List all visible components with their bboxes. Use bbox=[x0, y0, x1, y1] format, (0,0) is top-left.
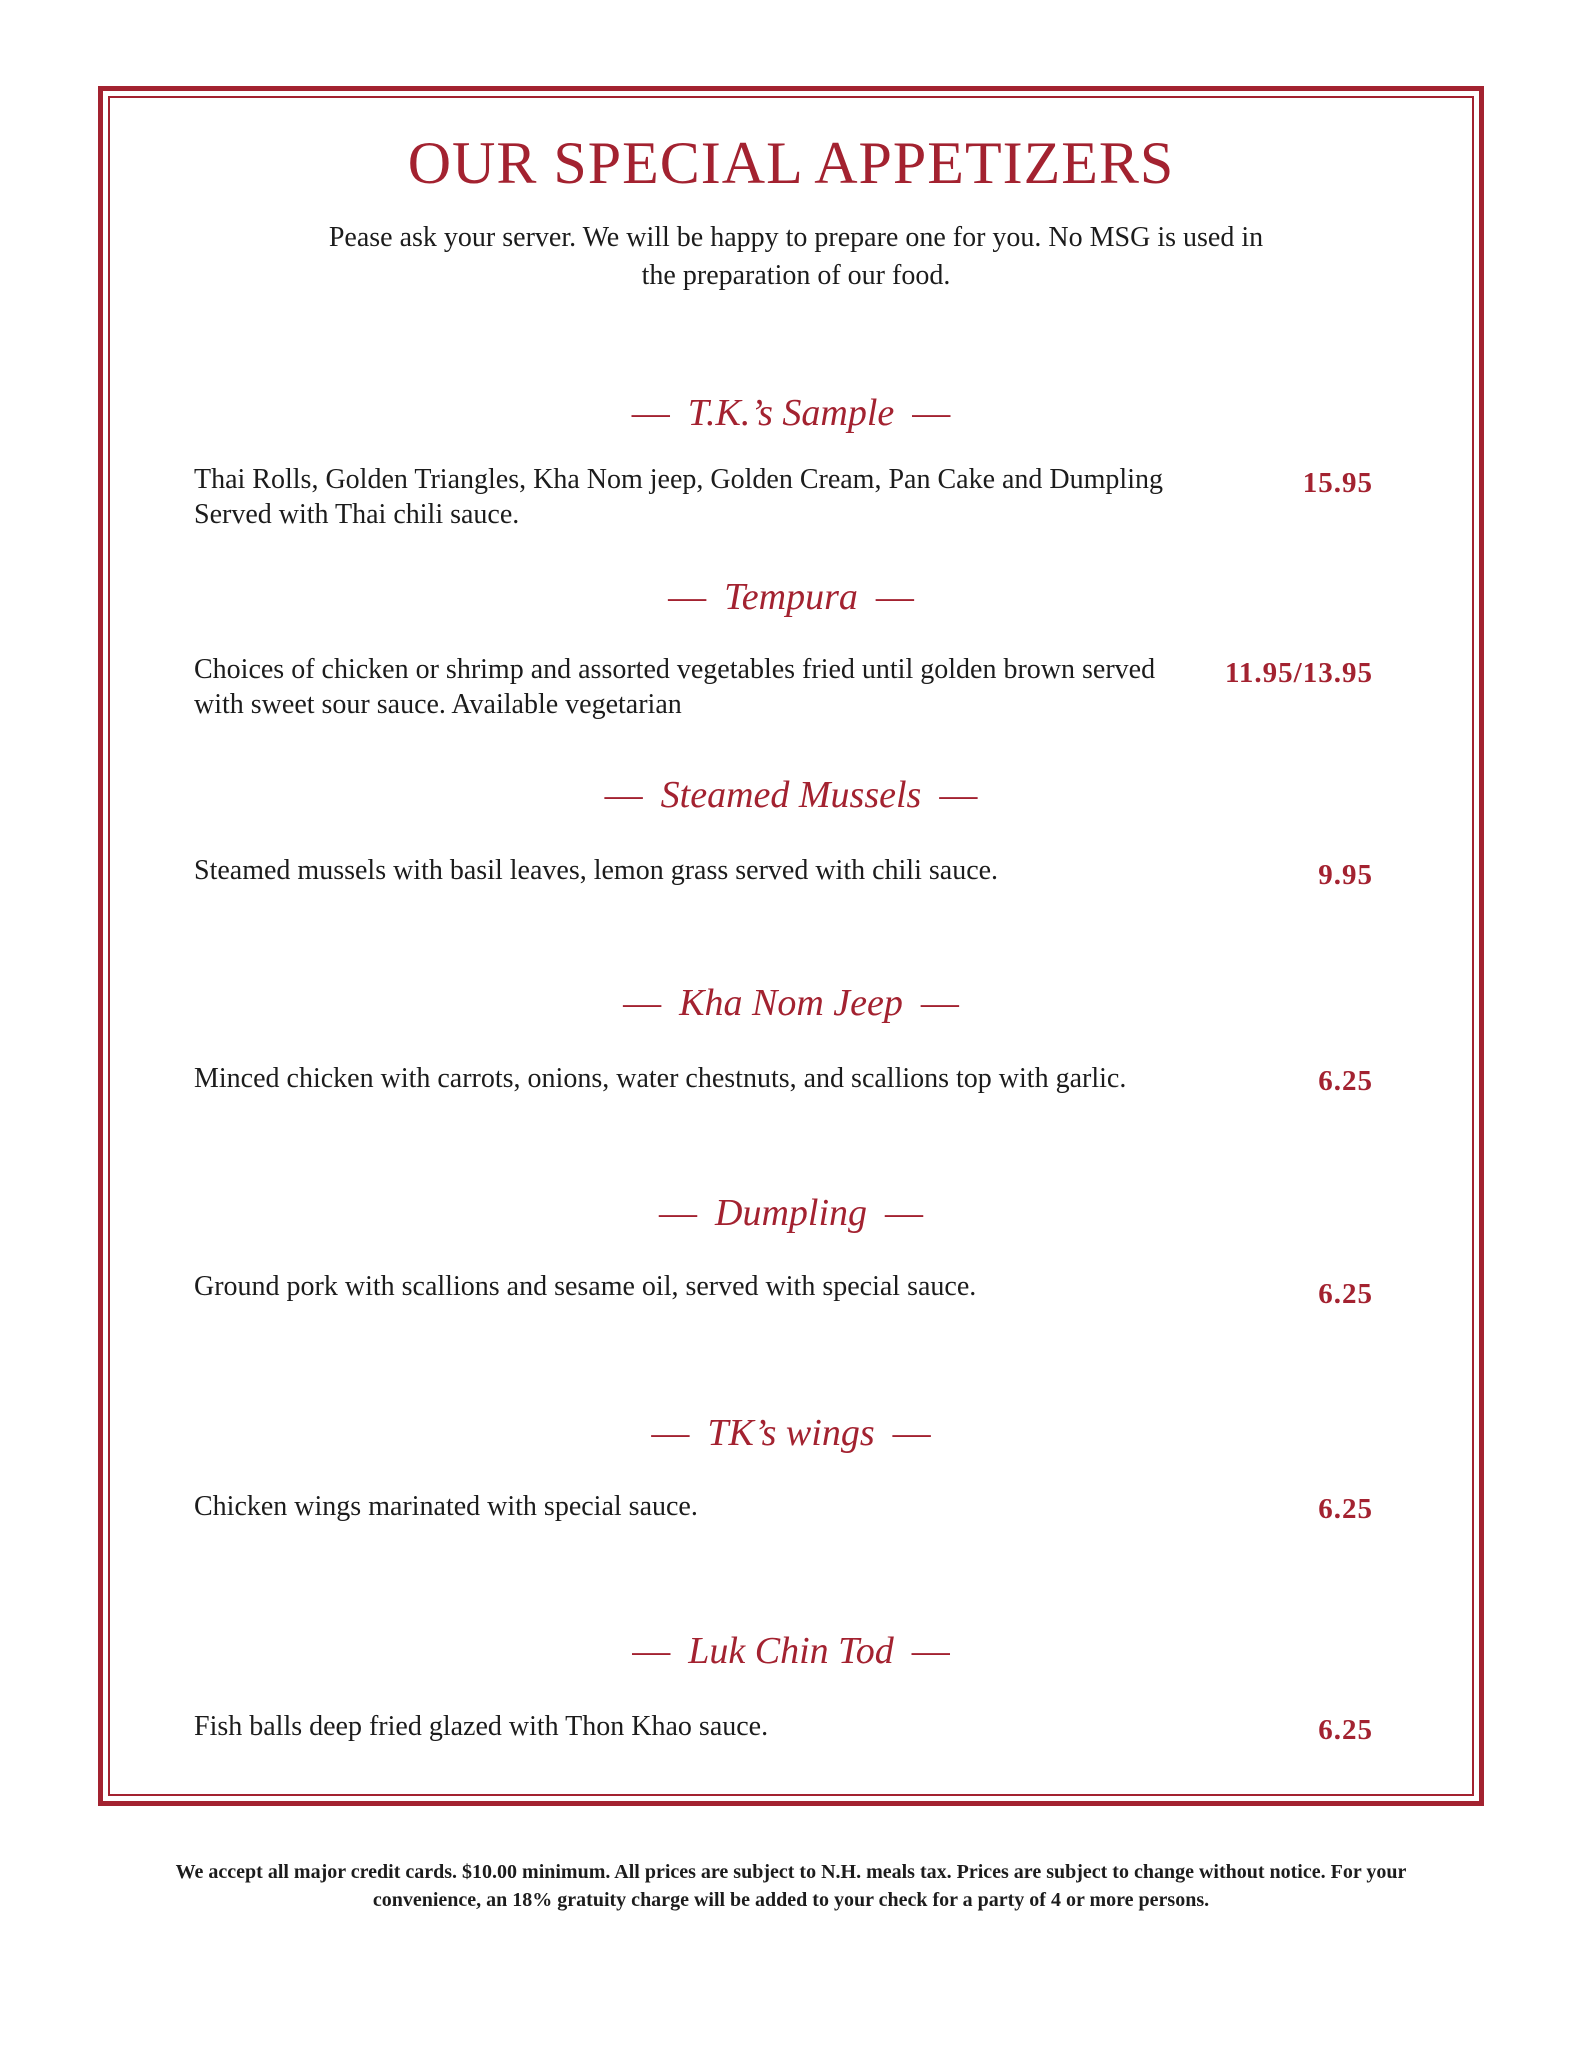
dash-right: — bbox=[885, 1192, 923, 1234]
dash-right: — bbox=[939, 774, 978, 816]
item-name: TK’s wings bbox=[707, 1412, 875, 1454]
item-description: Thai Rolls, Golden Triangles, Kha Nom jeep, Golden Cream, Pan Cake and Dumpling Served with Thai chili sauce. bbox=[194, 464, 1163, 530]
dash-right: — bbox=[912, 392, 951, 434]
item-heading-dumpling bbox=[103, 1191, 1479, 1235]
item-name: Tempura bbox=[724, 576, 858, 618]
item-description: Steamed mussels with basil leaves, lemon grass served with chili sauce. bbox=[194, 855, 999, 886]
item-heading-tks-wings bbox=[103, 1411, 1479, 1455]
item-price: 6.25 bbox=[1318, 1065, 1373, 1097]
dash-left: — bbox=[668, 576, 707, 618]
item-description: Ground pork with scallions and sesame oil, served with special sauce. bbox=[194, 1271, 977, 1302]
item-name: Kha Nom Jeep bbox=[679, 982, 903, 1024]
item-price: 11.95/13.95 bbox=[1225, 657, 1373, 689]
item-description: Fish balls deep fried glazed with Thon Khao sauce. bbox=[194, 1711, 769, 1742]
item-name: Luk Chin Tod bbox=[688, 1630, 894, 1672]
dash-left: — bbox=[632, 1630, 671, 1672]
item-description: Choices of chicken or shrimp and assorted vegetables fried until golden brown served with sweet sour sauce. Available vegetarian bbox=[194, 654, 1156, 720]
menu-border bbox=[98, 86, 1484, 1806]
item-price: 9.95 bbox=[1318, 859, 1373, 891]
dash-right: — bbox=[875, 576, 914, 618]
item-description: Chicken wings marinated with special sauce. bbox=[194, 1491, 698, 1522]
item-description: Minced chicken with carrots, onions, water chestnuts, and scallions top with garlic. bbox=[194, 1063, 1127, 1094]
dash-right: — bbox=[911, 1630, 950, 1672]
item-price: 6.25 bbox=[1318, 1714, 1373, 1746]
item-heading-steamed-mussels bbox=[103, 773, 1479, 817]
item-heading-kha-nom-jeep bbox=[103, 981, 1479, 1025]
dash-left: — bbox=[623, 982, 662, 1024]
dash-left: — bbox=[659, 1192, 697, 1234]
dash-right: — bbox=[920, 982, 959, 1024]
item-name: T.K.’s Sample bbox=[687, 392, 895, 434]
item-price: 6.25 bbox=[1318, 1493, 1373, 1525]
menu-subtitle: Pease ask your server. We will be happy to prepare one for you. No MSG is used in the preparation of our food. bbox=[328, 222, 1264, 291]
menu-border-inner bbox=[108, 96, 1474, 1796]
item-price: 6.25 bbox=[1318, 1278, 1373, 1310]
item-heading-tks-sample bbox=[103, 391, 1479, 435]
dash-right: — bbox=[892, 1412, 931, 1454]
item-heading-luk-chin-tod bbox=[103, 1629, 1479, 1673]
dash-left: — bbox=[631, 392, 670, 434]
dash-left: — bbox=[604, 774, 643, 816]
item-name: Dumpling bbox=[715, 1192, 867, 1234]
footer-notice: We accept all major credit cards. $10.00 minimum. All prices are subject to N.H. meals tax. Prices are subject to change without notice. For your convenience, an 18% gratuity charge will be added to your check for a party of 4 or more persons. bbox=[175, 1861, 1407, 1911]
dash-left: — bbox=[651, 1412, 690, 1454]
item-price: 15.95 bbox=[1302, 467, 1373, 499]
item-heading-tempura bbox=[103, 575, 1479, 619]
menu-title: OUR SPECIAL APPETIZERS bbox=[407, 130, 1175, 196]
item-name: Steamed Mussels bbox=[660, 774, 922, 816]
